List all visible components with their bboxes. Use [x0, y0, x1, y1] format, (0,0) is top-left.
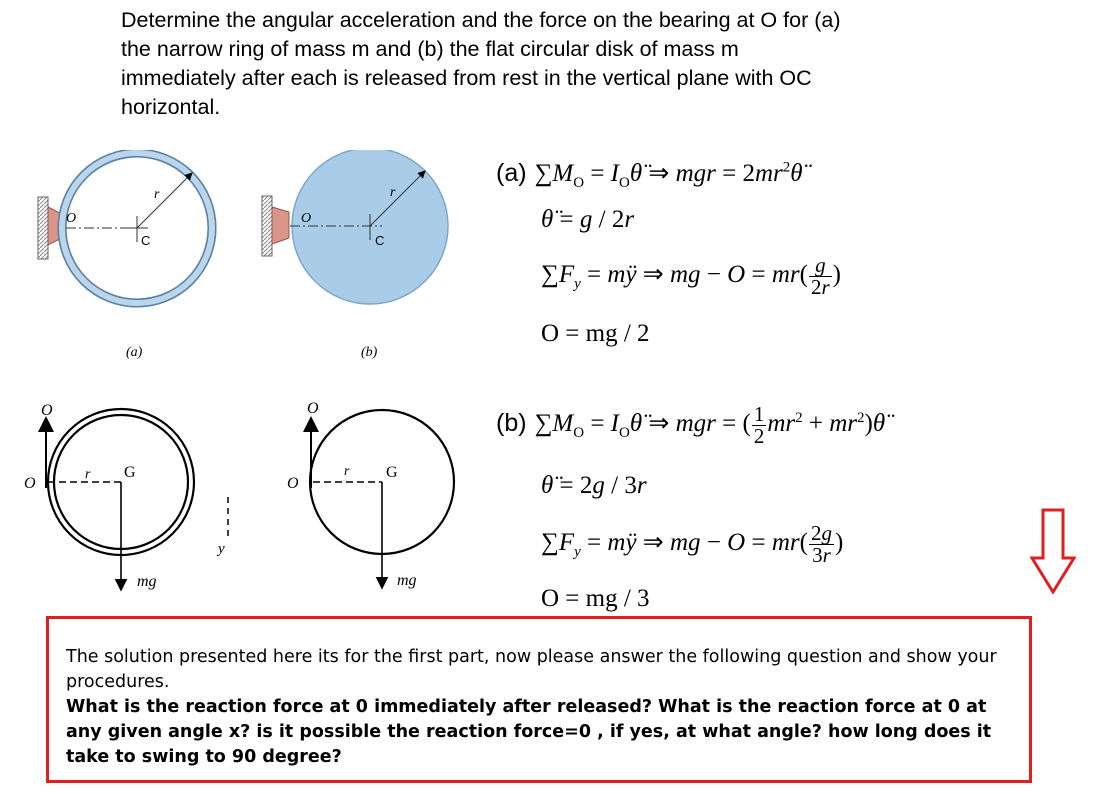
solution-b-moment: (b) $\sum M_O$ = $I_O\thetä$ ⇒ mgr = ( $\frac{1}{2}$ $mr^2$ + $mr^2)\thetä$ — [496, 402, 886, 448]
fbd-ring — [24, 402, 228, 590]
label-O-left: O — [287, 475, 299, 492]
question-box — [46, 616, 1032, 783]
label-O-top: O — [307, 400, 319, 417]
label-O: O — [66, 211, 77, 226]
label-r: r — [344, 464, 350, 479]
label-r: r — [390, 185, 396, 200]
label-C: C — [375, 233, 385, 248]
label-y: y — [218, 541, 225, 557]
label-G: G — [386, 464, 398, 481]
label-C: C — [141, 233, 151, 248]
caption-a: (a) — [126, 345, 143, 360]
figure-ring — [38, 150, 216, 360]
figure-disk — [262, 150, 448, 360]
solution-a-result: O = mg / 2 — [541, 320, 650, 347]
down-arrow-icon — [1030, 508, 1076, 594]
label-r: r — [154, 187, 160, 202]
problem-statement: Determine the angular acceleration and the force on the bearing at O for (a) the narrow ring of mass m and (b) the flat circular disk of mass m immediately after each is released from rest in the vertical plane with OC horizontal. — [121, 8, 841, 119]
solution-b-force: $\sum F_y$ = mÿ ⇒ mg − O = mr( $\frac{2g}{3r}$ ) — [541, 521, 844, 567]
solution-b-result: O = mg / 3 — [541, 585, 650, 612]
label-G: G — [124, 464, 136, 481]
label-mg: mg — [397, 572, 417, 589]
fbd-disk — [287, 400, 454, 589]
wall-support — [38, 197, 48, 259]
question-list: What is the reaction force at 0 immediately after released? What is the reaction force at 0 at any given angle x? is it possible the reaction force=0 , if yes, at what angle? how long does it take to swing to 90 degree? — [66, 697, 992, 767]
label-O-top: O — [41, 402, 53, 419]
bearing-block — [272, 207, 289, 244]
figures — [0, 150, 480, 600]
question-intro: The solution presented here its for the first part, now please answer the following question and show your procedures. — [66, 647, 997, 692]
solution-a-moment: (a) $\sum M_O$ = $I_O\thetä$ ⇒ mgr = $2mr^2\thetä$ — [496, 159, 803, 191]
solution-a-alpha: θ̈ = g / 2r — [541, 206, 635, 233]
wall-support — [262, 196, 272, 256]
label-O: O — [301, 211, 312, 226]
caption-b: (b) — [361, 345, 378, 360]
solution-a-force: $\sum F_y$ = mÿ ⇒ mg − O = mr( $\frac{g}{2r}$ ) — [541, 253, 841, 299]
label-mg: mg — [137, 573, 157, 590]
label-r: r — [85, 467, 91, 482]
label-O-left: O — [24, 475, 36, 492]
solution-b-alpha: θ̈ = 2g / 3r — [541, 472, 647, 499]
